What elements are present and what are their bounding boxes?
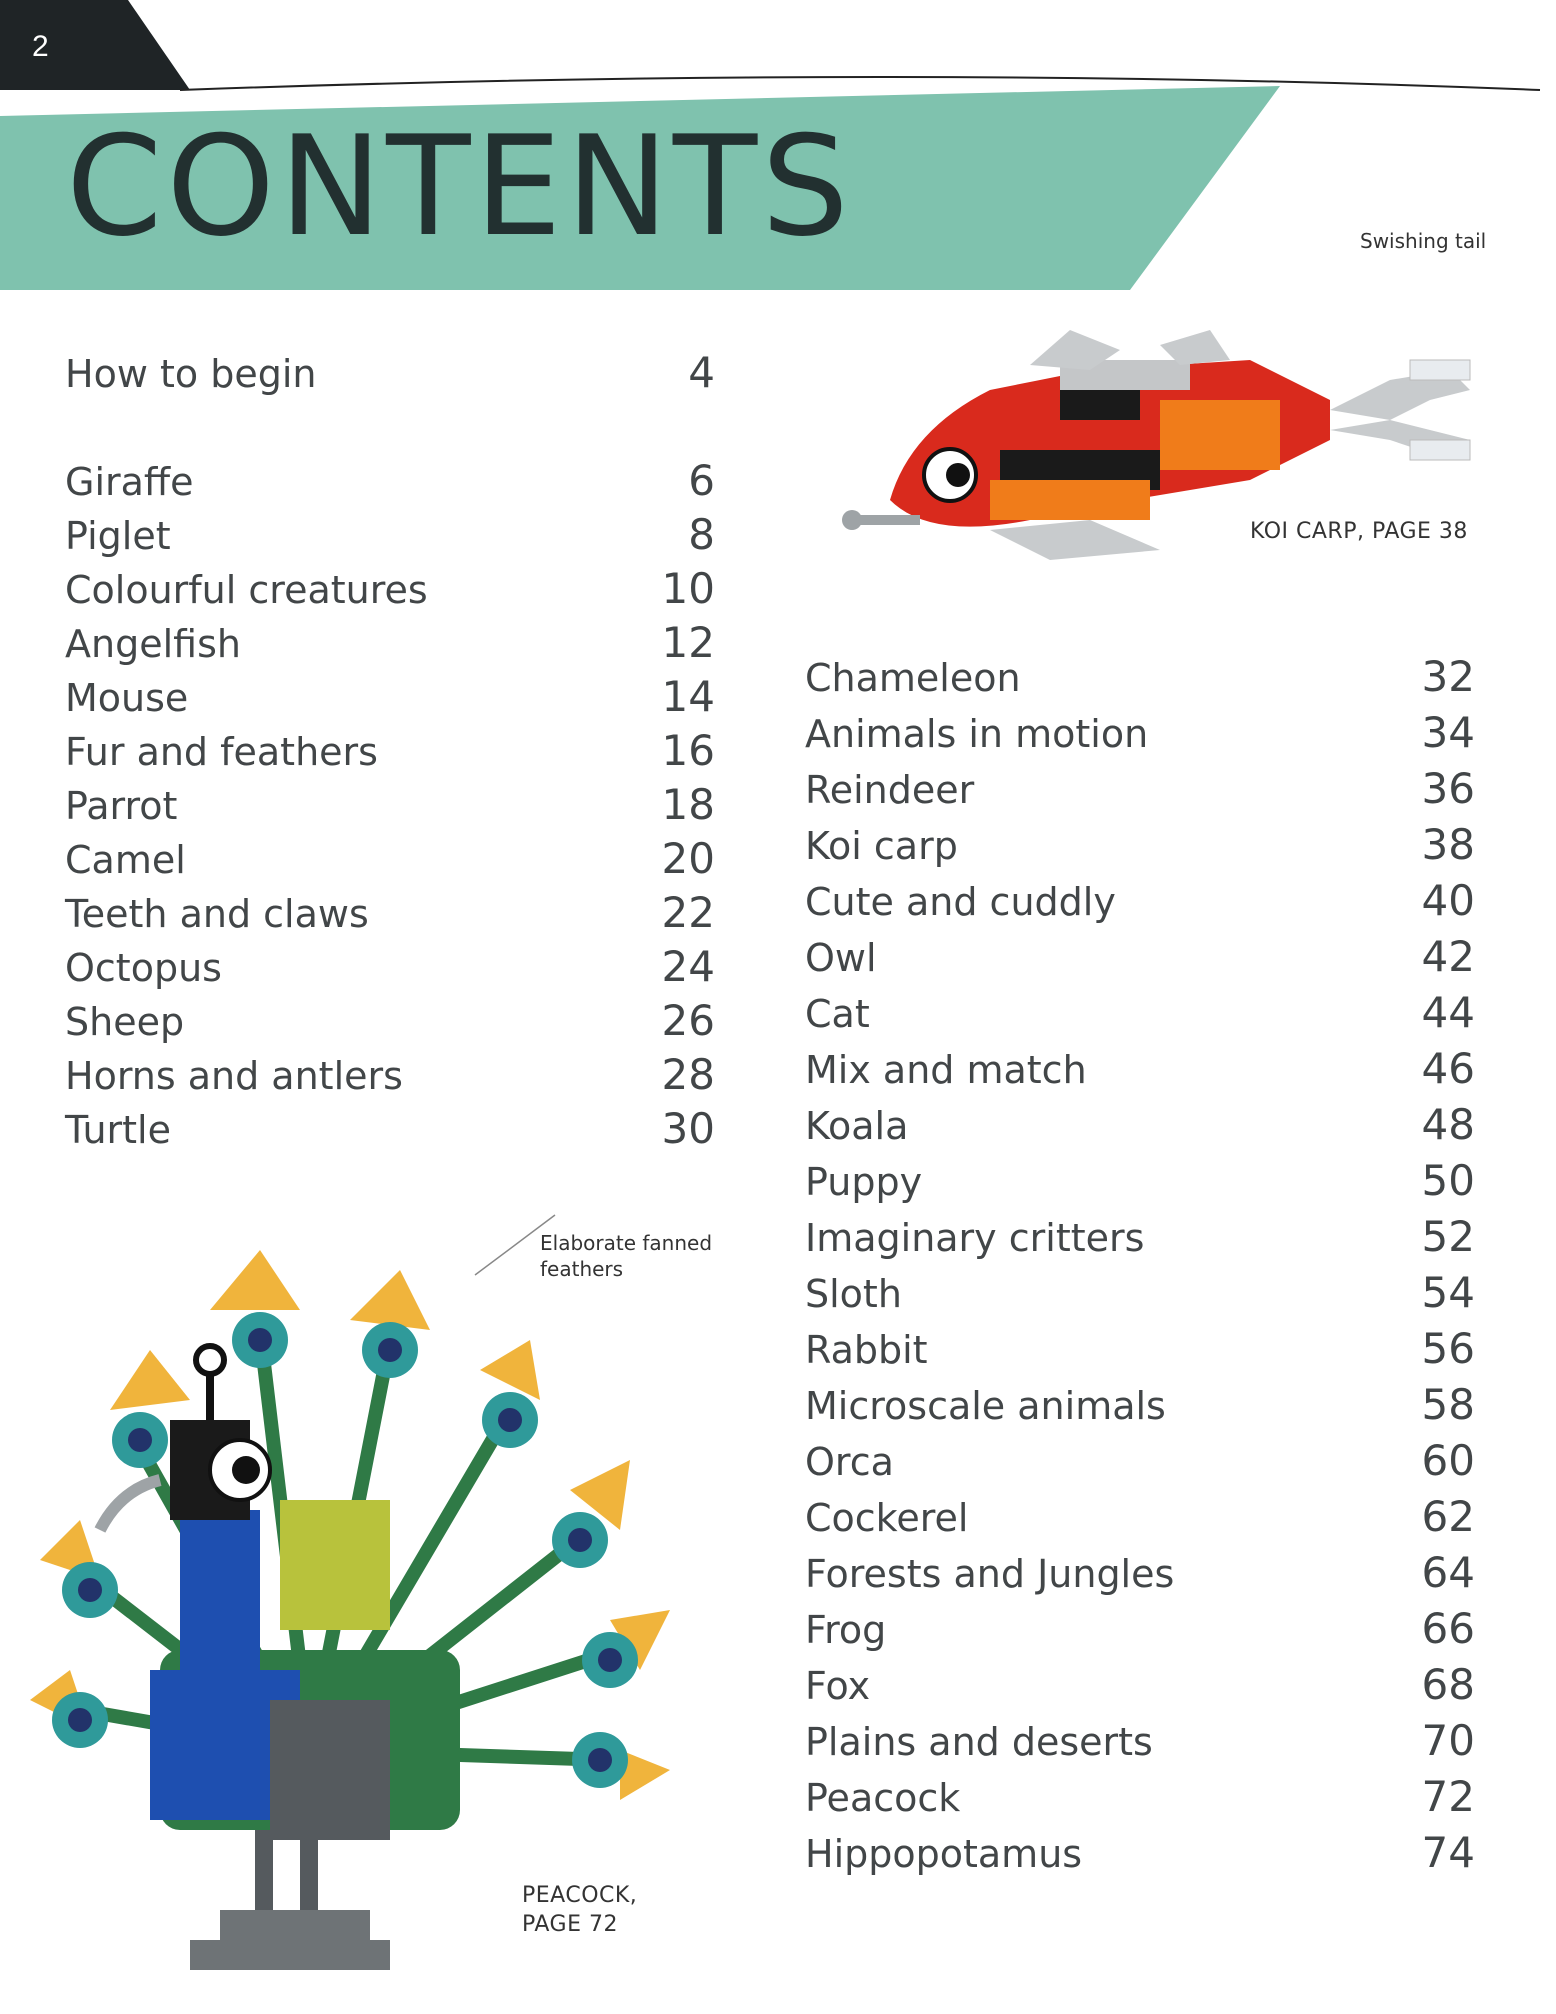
toc-entry-page: 14 bbox=[661, 672, 715, 721]
toc-entry-page: 68 bbox=[1421, 1660, 1475, 1709]
peacock-caption-line: PAGE 72 bbox=[522, 1911, 618, 1937]
toc-entry-page: 50 bbox=[1421, 1156, 1475, 1205]
toc-entry[interactable] bbox=[805, 1044, 1475, 1093]
toc-entry-page: 10 bbox=[661, 564, 715, 613]
toc-entry[interactable] bbox=[805, 1100, 1475, 1149]
toc-entry-title: Giraffe bbox=[65, 460, 194, 504]
toc-entry-title: Cute and cuddly bbox=[805, 880, 1116, 924]
toc-entry-title: Colourful creatures bbox=[65, 568, 428, 612]
toc-entry[interactable] bbox=[65, 834, 715, 883]
peacock-caption bbox=[522, 1882, 637, 1939]
toc-entry[interactable] bbox=[805, 764, 1475, 813]
toc-entry[interactable] bbox=[65, 942, 715, 991]
toc-entry[interactable] bbox=[805, 1548, 1475, 1597]
toc-entry-title: Forests and Jungles bbox=[805, 1552, 1175, 1596]
toc-entry[interactable] bbox=[805, 1212, 1475, 1261]
toc-entry[interactable] bbox=[65, 996, 715, 1045]
toc-entry-title: Koi carp bbox=[805, 824, 958, 868]
toc-entry[interactable] bbox=[805, 876, 1475, 925]
peacock-caption-line: PEACOCK, bbox=[522, 1883, 638, 1908]
toc-entry-title: Cockerel bbox=[805, 1496, 969, 1540]
toc-entry[interactable] bbox=[65, 780, 715, 829]
toc-entry[interactable] bbox=[805, 1268, 1475, 1317]
toc-entry-page: 64 bbox=[1421, 1548, 1475, 1597]
toc-entry-title: Reindeer bbox=[805, 768, 975, 812]
toc-entry-title: Owl bbox=[805, 936, 877, 980]
toc-entry-page: 56 bbox=[1421, 1324, 1475, 1373]
toc-entry-page: 22 bbox=[661, 888, 715, 937]
toc-entry-page: 32 bbox=[1421, 652, 1475, 701]
toc-entry[interactable] bbox=[65, 1104, 715, 1153]
toc-entry-page: 42 bbox=[1421, 932, 1475, 981]
toc-entry[interactable] bbox=[805, 988, 1475, 1037]
toc-entry-page: 34 bbox=[1421, 708, 1475, 757]
toc-entry-title: Sloth bbox=[805, 1272, 902, 1316]
toc-entry-page: 36 bbox=[1421, 764, 1475, 813]
toc-entry[interactable] bbox=[805, 1380, 1475, 1429]
toc-entry[interactable] bbox=[805, 1324, 1475, 1373]
toc-entry-title: Imaginary critters bbox=[805, 1216, 1145, 1260]
toc-entry-title: Microscale animals bbox=[805, 1384, 1166, 1428]
toc-entry[interactable] bbox=[805, 1492, 1475, 1541]
toc-entry-page: 60 bbox=[1421, 1436, 1475, 1485]
toc-entry-title: Hippopotamus bbox=[805, 1832, 1083, 1876]
toc-entry-page: 24 bbox=[661, 942, 715, 991]
toc-entry-title: Angelfish bbox=[65, 622, 241, 666]
toc-entry[interactable] bbox=[805, 1156, 1475, 1205]
toc-entry-page: 18 bbox=[661, 780, 715, 829]
toc-entry-page: 48 bbox=[1421, 1100, 1475, 1149]
toc-entry-title: Octopus bbox=[65, 946, 222, 990]
page-title: CONTENTS bbox=[66, 106, 853, 267]
toc-entry-page: 30 bbox=[661, 1104, 715, 1153]
toc-entry-title: Peacock bbox=[805, 1776, 961, 1820]
toc-entry[interactable] bbox=[805, 1716, 1475, 1765]
toc-entry-title: Plains and deserts bbox=[805, 1720, 1153, 1764]
toc-entry[interactable] bbox=[65, 618, 715, 667]
peacock-annotation-line: feathers bbox=[540, 1257, 624, 1281]
toc-entry-title: Fox bbox=[805, 1664, 871, 1708]
toc-entry[interactable] bbox=[805, 652, 1475, 701]
toc-entry-page: 46 bbox=[1421, 1044, 1475, 1093]
toc-entry-title: Puppy bbox=[805, 1160, 923, 1204]
toc-entry-title: Teeth and claws bbox=[65, 892, 369, 936]
toc-entry[interactable] bbox=[805, 1604, 1475, 1653]
toc-entry-title: How to begin bbox=[65, 352, 317, 396]
toc-entry-page: 58 bbox=[1421, 1380, 1475, 1429]
toc-entry[interactable] bbox=[805, 708, 1475, 757]
toc-entry-title: Parrot bbox=[65, 784, 178, 828]
toc-entry-page: 52 bbox=[1421, 1212, 1475, 1261]
page-number: 2 bbox=[32, 30, 49, 63]
peacock-image bbox=[10, 1230, 770, 1990]
toc-entry-title: Orca bbox=[805, 1440, 894, 1484]
toc-entry-title: Animals in motion bbox=[805, 712, 1149, 756]
koi-annotation: Swishing tail bbox=[1360, 229, 1487, 253]
toc-entry-page: 74 bbox=[1421, 1828, 1475, 1877]
toc-entry-page: 44 bbox=[1421, 988, 1475, 1037]
toc-entry-title: Frog bbox=[805, 1608, 887, 1652]
toc-entry-page: 20 bbox=[661, 834, 715, 883]
toc-entry-title: Horns and antlers bbox=[65, 1054, 403, 1098]
toc-entry-page: 16 bbox=[661, 726, 715, 775]
toc-entry-title: Sheep bbox=[65, 1000, 185, 1044]
toc-entry-page: 66 bbox=[1421, 1604, 1475, 1653]
toc-entry[interactable] bbox=[65, 510, 715, 559]
toc-entry-page: 28 bbox=[661, 1050, 715, 1099]
toc-entry-title: Mouse bbox=[65, 676, 189, 720]
toc-entry[interactable] bbox=[65, 1050, 715, 1099]
koi-caption: KOI CARP, PAGE 38 bbox=[1250, 519, 1468, 544]
toc-entry[interactable] bbox=[805, 1828, 1475, 1877]
toc-entry-page: 4 bbox=[688, 348, 715, 397]
toc-entry-page: 8 bbox=[688, 510, 715, 559]
toc-entry-title: Mix and match bbox=[805, 1048, 1087, 1092]
toc-entry-page: 6 bbox=[688, 456, 715, 505]
toc-entry-title: Koala bbox=[805, 1104, 909, 1148]
toc-entry-title: Cat bbox=[805, 992, 870, 1036]
toc-entry-title: Piglet bbox=[65, 514, 171, 558]
toc-entry-title: Camel bbox=[65, 838, 186, 882]
toc-entry[interactable] bbox=[65, 348, 715, 397]
toc-entry-title: Rabbit bbox=[805, 1328, 928, 1372]
toc-entry-title: Turtle bbox=[65, 1108, 171, 1152]
toc-entry-page: 26 bbox=[661, 996, 715, 1045]
toc-entry-title: Fur and feathers bbox=[65, 730, 378, 774]
toc-entry[interactable] bbox=[65, 672, 715, 721]
toc-entry-page: 70 bbox=[1421, 1716, 1475, 1765]
toc-entry-page: 40 bbox=[1421, 876, 1475, 925]
toc-entry-title: Chameleon bbox=[805, 656, 1021, 700]
toc-entry[interactable] bbox=[65, 564, 715, 613]
toc-entry[interactable] bbox=[65, 726, 715, 775]
toc-entry[interactable] bbox=[65, 456, 715, 505]
toc-entry-page: 38 bbox=[1421, 820, 1475, 869]
toc-entry-page: 72 bbox=[1421, 1772, 1475, 1821]
toc-entry[interactable] bbox=[805, 1436, 1475, 1485]
toc-entry-page: 62 bbox=[1421, 1492, 1475, 1541]
toc-entry-page: 54 bbox=[1421, 1268, 1475, 1317]
toc-entry[interactable] bbox=[805, 1660, 1475, 1709]
toc-entry-page: 12 bbox=[661, 618, 715, 667]
toc-entry[interactable] bbox=[805, 932, 1475, 981]
peacock-annotation-line: Elaborate fanned bbox=[540, 1231, 713, 1255]
toc-entry[interactable] bbox=[805, 1772, 1475, 1821]
toc-entry[interactable] bbox=[805, 820, 1475, 869]
toc-entry[interactable] bbox=[65, 888, 715, 937]
